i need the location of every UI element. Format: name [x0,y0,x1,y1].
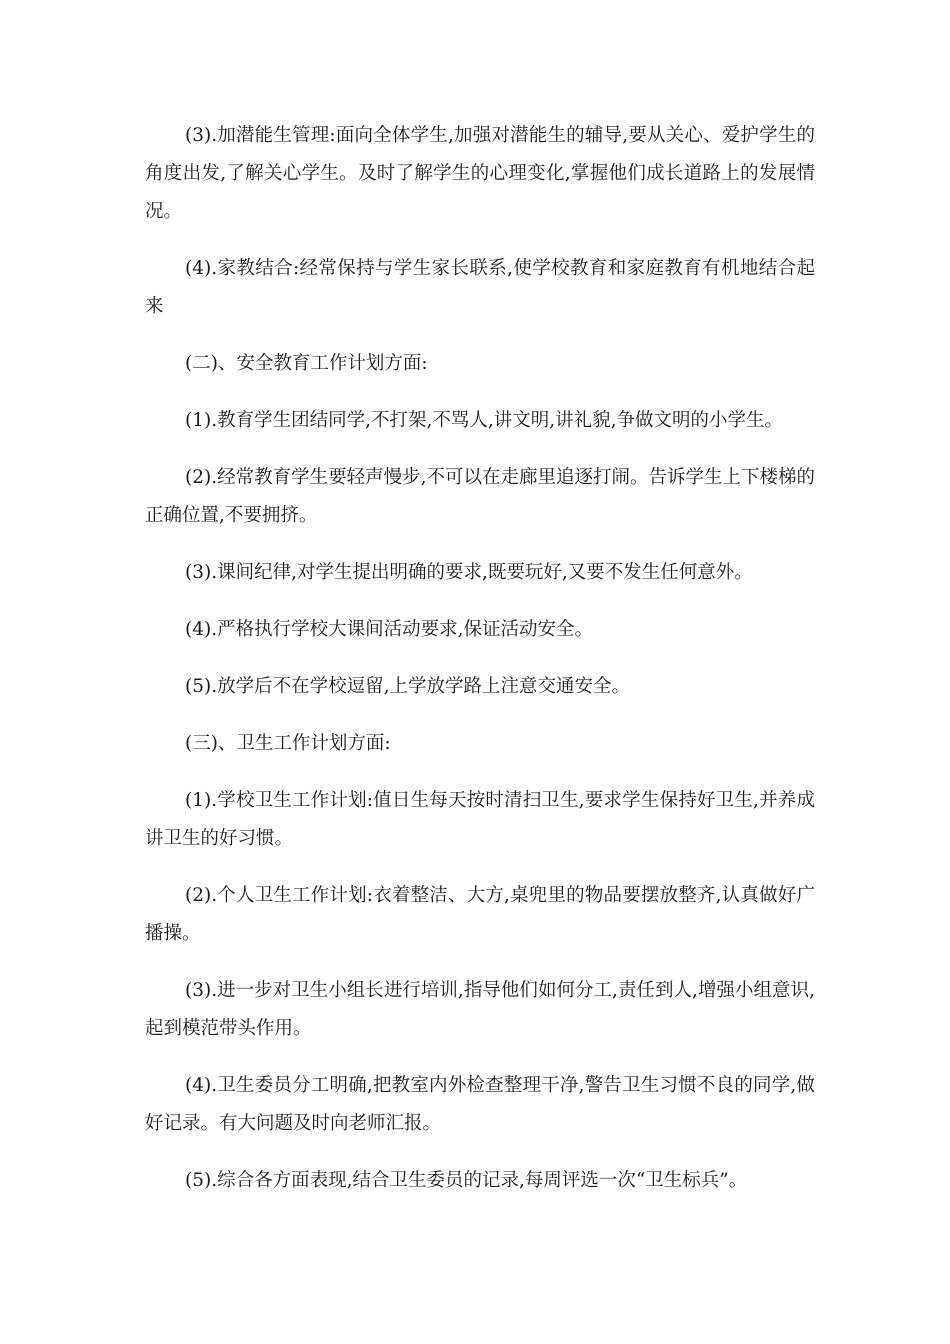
paragraph-hygiene-2: (2).个人卫生工作计划:衣着整洁、大方,桌兜里的物品要摆放整齐,认真做好广播操。 [145,885,815,944]
paragraph-safety-2: (2).经常教育学生要轻声慢步,不可以在走廊里追逐打闹。告诉学生上下楼梯的正确位置,不要拥挤。 [145,467,815,526]
section-heading-hygiene: (三)、卫生工作计划方面: [185,733,391,754]
paragraph-hygiene-4: (4).卫生委员分工明确,把教室内外检查整理干净,警告卫生习惯不良的同学,做好记录。有大问题及时向老师汇报。 [145,1075,815,1134]
paragraph-safety-3: (3).课间纪律,对学生提出明确的要求,既要玩好,又要不发生任何意外。 [185,562,753,583]
paragraph-home-school-cooperation: (4).家教结合:经常保持与学生家长联系,使学校教育和家庭教育有机地结合起来 [145,258,815,317]
paragraph-potential-student-management: (3).加潜能生管理:面向全体学生,加强对潜能生的辅导,要从关心、爱护学生的角度出发,了解关心学生。及时了解学生的心理变化,掌握他们成长道路上的发展情况。 [145,125,815,222]
paragraph-safety-1: (1).教育学生团结同学,不打架,不骂人,讲文明,讲礼貌,争做文明的小学生。 [185,410,783,431]
paragraph-hygiene-5: (5).综合各方面表现,结合卫生委员的记录,每周评选一次“卫生标兵”。 [185,1170,748,1191]
paragraph-hygiene-1: (1).学校卫生工作计划:值日生每天按时清扫卫生,要求学生保持好卫生,并养成讲卫生的好习惯。 [145,790,815,849]
document-body [145,117,815,1219]
paragraph-hygiene-3: (3).进一步对卫生小组长进行培训,指导他们如何分工,责任到人,增强小组意识,起到模范带头作用。 [145,980,815,1039]
section-heading-safety: (二)、安全教育工作计划方面: [185,353,428,374]
paragraph-safety-4: (4).严格执行学校大课间活动要求,保证活动安全。 [185,619,593,640]
paragraph-safety-5: (5).放学后不在学校逗留,上学放学路上注意交通安全。 [185,676,630,697]
